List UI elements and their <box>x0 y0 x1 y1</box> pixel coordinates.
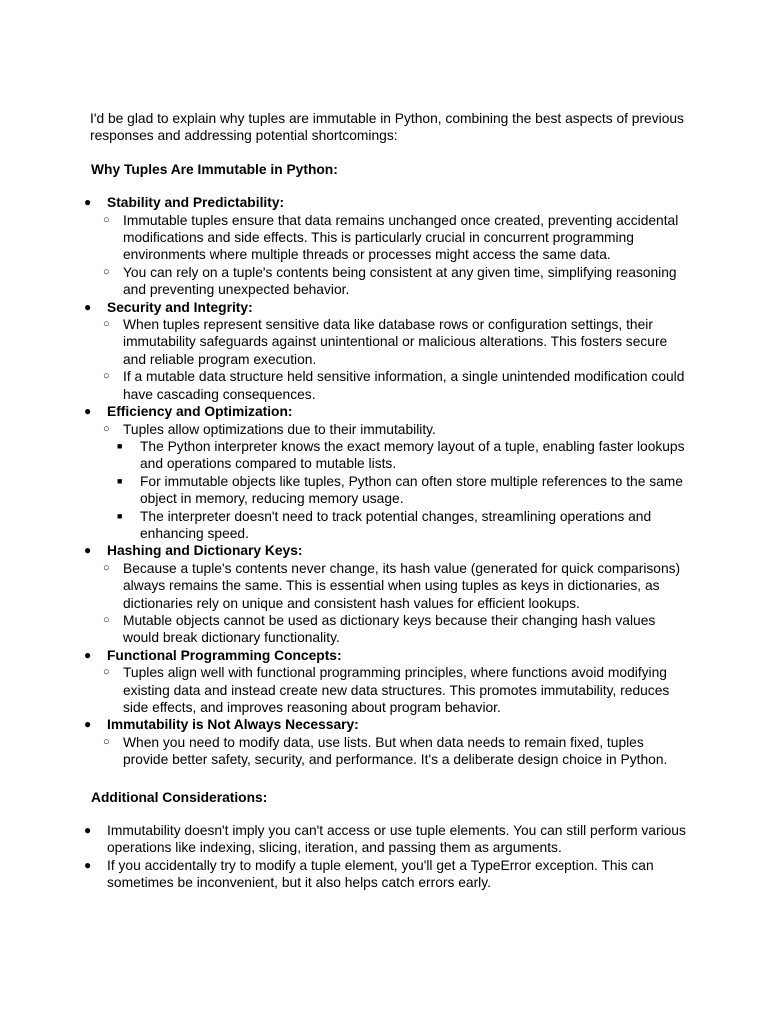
additional-item-text: If you accidentally try to modify a tuple element, you'll get a TypeError exception. This can sometimes be inconvenient, but it also helps catch errors early. <box>107 857 654 891</box>
bullet-hollow-icon: ○ <box>103 318 110 331</box>
section-item <box>84 299 690 403</box>
bullet-filled-icon: ● <box>84 543 92 558</box>
bullet-hollow-icon: ○ <box>103 422 110 435</box>
bullet-filled-icon: ● <box>84 857 92 872</box>
bullet-square-icon: ■ <box>117 510 123 521</box>
section-item <box>84 647 690 717</box>
sub-item-text: Tuples align well with functional programming principles, where functions avoid modifying existing data and instead create new data structures. This promotes immutability, reduces side effects, and improves reasoning about program behavior. <box>123 665 670 715</box>
section-item <box>84 403 690 542</box>
bullet-hollow-icon: ○ <box>103 213 110 226</box>
sub-item <box>103 264 690 299</box>
bullet-hollow-icon: ○ <box>103 613 110 626</box>
sub-list <box>103 212 690 299</box>
additional-item-text: Immutability doesn't imply you can't access or use tuple elements. You can still perform various operations like indexing, slicing, iteration, and passing them as arguments. <box>107 823 686 856</box>
sub-item-text: Mutable objects cannot be used as dictionary keys because their changing hash values would break dictionary functionality. <box>123 612 656 646</box>
section-title: Stability and Predictability: <box>107 195 285 211</box>
sub-item-text: Immutable tuples ensure that data remains unchanged once created, preventing accidental modifications and side effects. This is particularly crucial in concurrent programming environments where multiple threads or processes might access the same data. <box>123 212 679 263</box>
sub-list <box>103 421 690 543</box>
sub-item-text: When tuples represent sensitive data like database rows or configuration settings, their immutability safeguards against unintentional or malicious alterations. This fosters secure and reliable program execution. <box>123 317 668 367</box>
sections-list <box>84 194 690 768</box>
detail-item <box>117 438 690 473</box>
detail-item-text: The Python interpreter knows the exact memory layout of a tuple, enabling faster lookups and operations compared to mutable lists. <box>140 438 685 472</box>
section-title: Immutability is Not Always Necessary: <box>107 717 359 733</box>
document-body <box>84 110 690 892</box>
bullet-square-icon: ■ <box>117 475 123 486</box>
sub-item-text: Because a tuple's contents never change, its hash value (generated for quick comparisons) always remains the same. This is essential when using tuples as keys in dictionaries, as dictionaries rely on unique and consistent hash values for efficient lookups. <box>123 560 681 611</box>
bullet-filled-icon: ● <box>84 404 92 419</box>
detail-item <box>117 508 690 543</box>
detail-list <box>117 438 690 542</box>
bullet-filled-icon: ● <box>84 717 92 732</box>
bullet-square-icon: ■ <box>117 440 123 451</box>
detail-item-text: The interpreter doesn't need to track potential changes, streamlining operations and enhancing speed. <box>140 508 652 541</box>
additional-list <box>84 822 690 892</box>
additional-heading: Additional Considerations: <box>91 789 268 805</box>
bullet-filled-icon: ● <box>84 195 92 210</box>
sub-item <box>103 212 690 264</box>
detail-item-text: For immutable objects like tuples, Python can often store multiple references to the same object in memory, reducing memory usage. <box>140 473 683 507</box>
section-title: Efficiency and Optimization: <box>107 404 293 420</box>
sub-item <box>103 316 690 368</box>
bullet-hollow-icon: ○ <box>103 265 110 278</box>
bullet-hollow-icon: ○ <box>103 666 110 679</box>
sub-item-text: You can rely on a tuple's contents being consistent at any given time, simplifying reasoning and preventing unexpected behavior. <box>123 264 677 298</box>
sub-list <box>103 560 690 647</box>
detail-item <box>117 473 690 508</box>
sub-item <box>103 734 690 769</box>
sub-list <box>103 316 690 403</box>
sub-item <box>103 664 690 716</box>
bullet-filled-icon: ● <box>84 647 92 662</box>
main-heading: Why Tuples Are Immutable in Python: <box>91 161 338 177</box>
sub-list <box>103 734 690 769</box>
section-item <box>84 716 690 768</box>
sub-item-text: When you need to modify data, use lists. But when data needs to remain fixed, tuples provide better safety, security, and performance. It's a deliberate design choice in Python. <box>123 734 668 768</box>
sub-item <box>103 612 690 647</box>
additional-item <box>84 822 690 857</box>
sub-item <box>103 421 690 543</box>
intro-paragraph: I'd be glad to explain why tuples are immutable in Python, combining the best aspects of previous responses and addressing potential shortcomings: <box>90 111 684 144</box>
sub-item-text: If a mutable data structure held sensitive information, a single unintended modification could have cascading consequences. <box>123 369 685 402</box>
bullet-hollow-icon: ○ <box>103 735 110 748</box>
sub-item <box>103 368 690 403</box>
sub-item <box>103 560 690 612</box>
section-title: Security and Integrity: <box>107 299 253 315</box>
additional-item <box>84 857 690 892</box>
sub-list <box>103 664 690 716</box>
bullet-filled-icon: ● <box>84 299 92 314</box>
section-item <box>84 194 690 298</box>
bullet-filled-icon: ● <box>84 823 92 838</box>
bullet-hollow-icon: ○ <box>103 370 110 383</box>
bullet-hollow-icon: ○ <box>103 561 110 574</box>
section-title: Hashing and Dictionary Keys: <box>107 543 303 559</box>
section-item <box>84 542 690 646</box>
section-title: Functional Programming Concepts: <box>107 647 342 663</box>
sub-item-text: Tuples allow optimizations due to their immutability. <box>123 421 436 437</box>
